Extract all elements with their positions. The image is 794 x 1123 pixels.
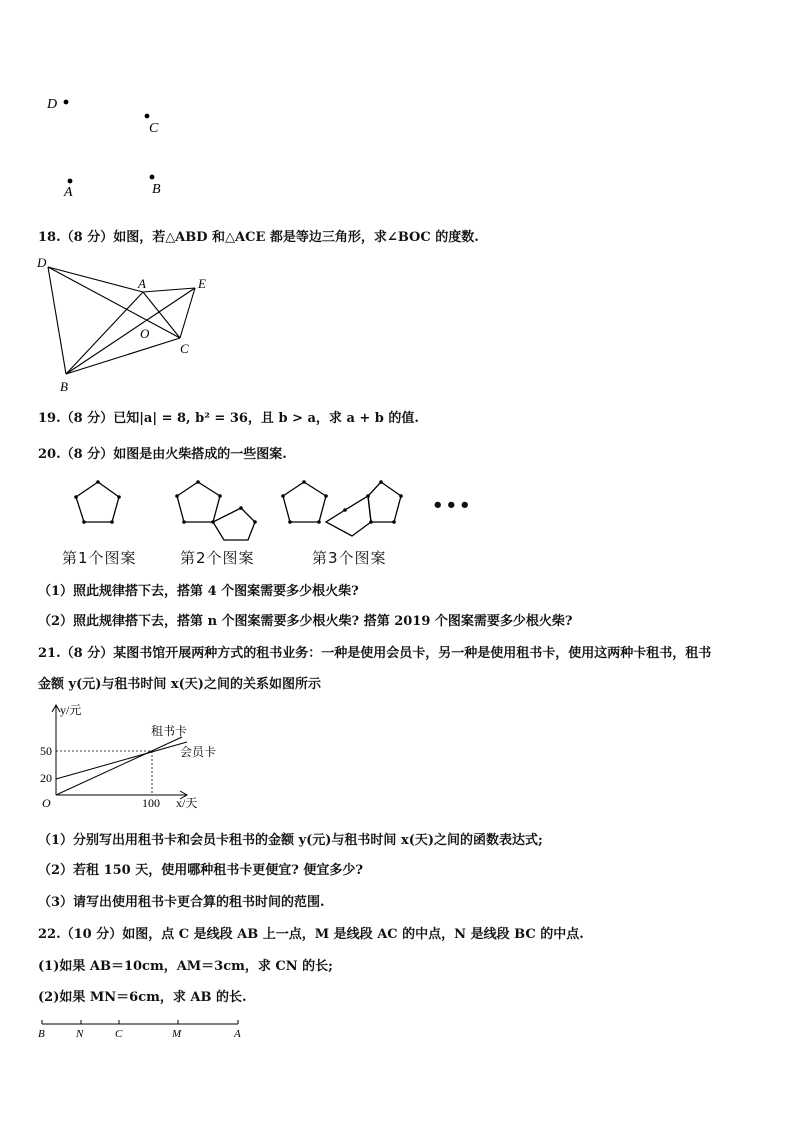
q22-sub1: (1)如果 AB＝10cm，AM＝3cm，求 CN 的长; xyxy=(38,959,333,974)
q21-graph xyxy=(0,700,260,815)
q20-caption-3: 第3个图案 xyxy=(312,549,387,567)
point-a-label: A xyxy=(64,185,73,200)
point-c-dot xyxy=(145,114,150,119)
point-b-label: B xyxy=(152,182,161,197)
top-points-figure xyxy=(0,0,794,200)
point-b: B xyxy=(38,1028,45,1040)
point-c: C xyxy=(115,1028,123,1040)
point-m: M xyxy=(172,1028,182,1040)
q20-text: 20.（8 分）如图是由火柴搭成的一些图案. xyxy=(38,447,287,462)
y-axis-label: y/元 xyxy=(60,703,82,717)
q20-sub1: （1）照此规律搭下去，搭第 4 个图案需要多少根火柴? xyxy=(38,584,359,599)
q21-line1: 21.（8 分）某图书馆开展两种方式的租书业务：一种是使用会员卡，另一种是使用租书卡，使用这两种卡租书，租书 xyxy=(38,646,712,661)
pattern2-pentagon-left xyxy=(177,482,220,522)
q22-sub2: (2)如果 MN＝6cm，求 AB 的长. xyxy=(38,990,247,1005)
series-rental-label: 租书卡 xyxy=(151,724,188,738)
point-d-label: D xyxy=(47,97,58,112)
q20-sub2: （2）照此规律搭下去，搭第 n 个图案需要多少根火柴? 搭第 2019 个图案需要多少根火柴? xyxy=(38,614,573,629)
q22-text: 22.（10 分）如图，点 C 是线段 AB 上一点，M 是线段 AC 的中点，N 是线段 BC 的中点. xyxy=(38,927,584,942)
tick-y-20: 20 xyxy=(40,771,52,785)
origin-label: O xyxy=(42,796,51,810)
q21-sub3: （3）请写出使用租书卡更合算的租书时间的范围. xyxy=(38,895,325,910)
q18-label-c: C xyxy=(180,341,189,356)
point-a-dot xyxy=(68,179,73,184)
x-axis-label: x/天 xyxy=(176,796,198,810)
q21-sub1: （1）分别写出用租书卡和会员卡租书的金额 y(元)与租书时间 x(天)之间的函数表达式; xyxy=(38,833,543,848)
q22-segment-figure xyxy=(0,1015,260,1045)
tick-y-50: 50 xyxy=(40,744,52,758)
pattern1-pentagon xyxy=(76,482,119,522)
q18-label-b: B xyxy=(60,379,68,394)
series-member-label: 会员卡 xyxy=(180,745,217,759)
q19-text: 19.（8 分）已知|a| = 8, b² = 36，且 b > a，求 a + b 的值. xyxy=(38,411,419,426)
q21-sub2: （2）若租 150 天，使用哪种租书卡更便宜? 便宜多少? xyxy=(38,863,363,878)
pattern3-pentagon-mid xyxy=(326,496,371,536)
point-n: N xyxy=(76,1028,84,1040)
point-d-dot xyxy=(64,100,69,105)
pattern2-pentagon-right xyxy=(213,508,255,540)
q21-line2: 金额 y(元)与租书时间 x(天)之间的关系如图所示 xyxy=(38,677,321,692)
q18-label-o: O xyxy=(140,326,150,341)
q20-caption-2: 第2个图案 xyxy=(180,549,255,567)
point-c-label: C xyxy=(149,121,159,136)
rental-card-line xyxy=(56,737,182,795)
point-b-dot xyxy=(150,175,155,180)
q20-matchstick-figure xyxy=(0,470,794,540)
q20-continuation-dots: ••• xyxy=(432,495,473,516)
pattern3-pentagon-right xyxy=(368,482,401,522)
pattern3-pentagon-left xyxy=(283,482,326,522)
q18-label-d: D xyxy=(37,255,47,270)
tick-x-100: 100 xyxy=(142,796,160,810)
q18-label-a: A xyxy=(138,276,146,291)
q18-text: 18.（8 分）如图，若△ABD 和△ACE 都是等边三角形，求∠BOC 的度数. xyxy=(38,230,479,245)
q18-figure xyxy=(0,250,240,400)
q20-caption-1: 第1个图案 xyxy=(62,549,137,567)
q18-label-e: E xyxy=(198,276,206,291)
point-a: A xyxy=(234,1028,241,1040)
member-card-line xyxy=(56,742,187,779)
